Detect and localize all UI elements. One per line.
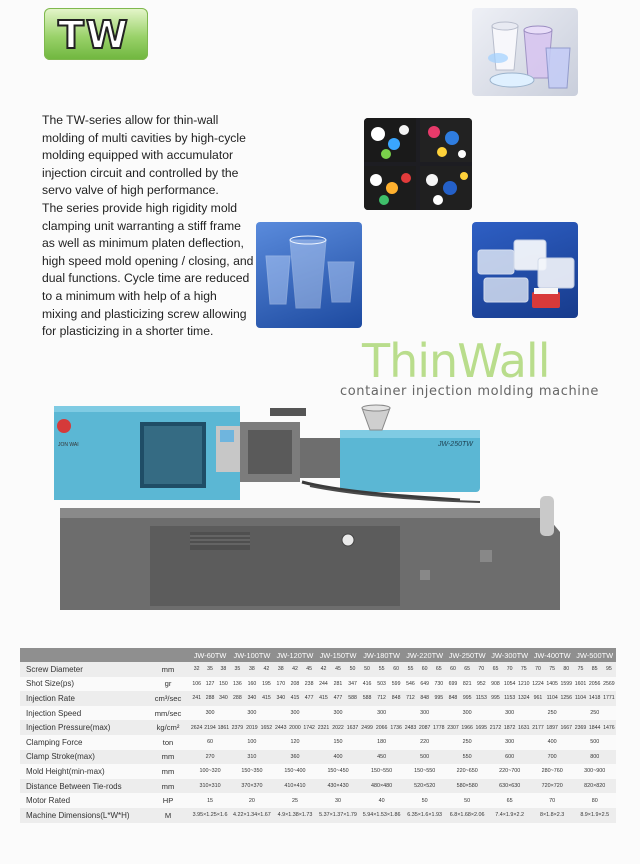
- table-cell: 127: [203, 677, 216, 692]
- table-cell: 848: [418, 691, 432, 706]
- table-cell: 300: [360, 706, 404, 721]
- table-cell: 820×820: [573, 779, 616, 794]
- table-cell: 32: [190, 662, 203, 677]
- table-cell: 2177: [531, 720, 545, 735]
- model-header: JW-400TW: [531, 648, 574, 662]
- table-cell: 65: [460, 662, 474, 677]
- row-unit: HP: [146, 793, 190, 808]
- table-cell: 300: [230, 706, 274, 721]
- row-label: Clamping Force: [20, 735, 146, 750]
- specification-table: [20, 648, 616, 823]
- table-header-row: [20, 648, 616, 662]
- model-header: JW-180TW: [360, 648, 404, 662]
- table-cell: 908: [488, 677, 502, 692]
- table-cell: 45: [302, 662, 316, 677]
- table-cell: 4.9×1.38×1.73: [274, 808, 317, 823]
- table-cell: 5.94×1.53×1.86: [360, 808, 404, 823]
- table-cell: 136: [230, 677, 245, 692]
- table-cell: 280~760: [531, 764, 574, 779]
- table-cell: 480×480: [360, 779, 404, 794]
- table-cell: 1631: [517, 720, 531, 735]
- table-cell: 1405: [545, 677, 559, 692]
- table-cell: 50: [403, 793, 446, 808]
- table-cell: 208: [288, 677, 302, 692]
- machine-illustration: [40, 400, 620, 640]
- table-cell: 1210: [517, 677, 531, 692]
- row-unit: cm³/sec: [146, 691, 190, 706]
- table-cell: 340: [274, 691, 288, 706]
- table-cell: 150~450: [316, 764, 360, 779]
- model-header: JW-60TW: [190, 648, 230, 662]
- table-cell: 1153: [503, 691, 517, 706]
- table-cell: 150: [316, 735, 360, 750]
- row-unit: ton: [146, 735, 190, 750]
- row-unit: mm: [146, 662, 190, 677]
- table-cell: 2499: [360, 720, 375, 735]
- table-row: [20, 720, 616, 735]
- table-cell: 699: [446, 677, 460, 692]
- table-cell: 3.95×1.25×1.6: [190, 808, 230, 823]
- row-unit: M: [146, 808, 190, 823]
- table-cell: 1601: [573, 677, 587, 692]
- table-header-corner: [20, 648, 146, 662]
- table-cell: 8.9×1.9×2.5: [573, 808, 616, 823]
- table-cell: 42: [259, 662, 274, 677]
- table-cell: 300: [403, 706, 446, 721]
- table-cell: 55: [403, 662, 417, 677]
- table-cell: 281: [331, 677, 346, 692]
- table-cell: 60: [418, 662, 432, 677]
- table-cell: 2307: [446, 720, 460, 735]
- table-cell: 1778: [432, 720, 446, 735]
- model-header: JW-100TW: [230, 648, 274, 662]
- table-cell: 220~650: [446, 764, 489, 779]
- series-badge-text: TW: [58, 13, 130, 57]
- machine-brand: JON WAI: [58, 442, 79, 448]
- table-cell: 477: [302, 691, 316, 706]
- table-cell: 588: [360, 691, 375, 706]
- product-title: ThinWall: [362, 334, 550, 388]
- table-cell: 50: [345, 662, 360, 677]
- table-cell: 400: [531, 735, 574, 750]
- table-cell: 600: [488, 750, 531, 765]
- table-cell: 288: [230, 691, 245, 706]
- row-label: Distance Between Tie-rods: [20, 779, 146, 794]
- table-cell: 6.8×1.68×2.06: [446, 808, 489, 823]
- table-cell: 1652: [259, 720, 274, 735]
- table-cell: 503: [374, 677, 389, 692]
- table-cell: 244: [316, 677, 331, 692]
- table-cell: 25: [274, 793, 317, 808]
- table-cell: 1861: [217, 720, 230, 735]
- table-cell: 38: [217, 662, 230, 677]
- caps-photo: [364, 118, 472, 210]
- table-cell: 1966: [460, 720, 474, 735]
- table-cell: 300: [316, 706, 360, 721]
- row-label: Shot Size(ps): [20, 677, 146, 692]
- table-cell: 477: [331, 691, 346, 706]
- table-cell: 300: [488, 706, 531, 721]
- machine-model-label: JW-250TW: [438, 441, 473, 448]
- table-cell: 160: [245, 677, 260, 692]
- table-cell: 2000: [288, 720, 302, 735]
- table-cell: 70: [503, 662, 517, 677]
- table-cell: 15: [190, 793, 230, 808]
- table-cell: 95: [602, 662, 616, 677]
- table-cell: 35: [203, 662, 216, 677]
- row-unit: mm/sec: [146, 706, 190, 721]
- table-cell: 580×580: [446, 779, 489, 794]
- table-cell: 720×720: [531, 779, 574, 794]
- table-cell: 220: [403, 735, 446, 750]
- table-cell: 1599: [559, 677, 573, 692]
- table-cell: 150~550: [360, 764, 404, 779]
- table-cell: 150: [217, 677, 230, 692]
- table-cell: 300: [446, 706, 489, 721]
- table-row: [20, 750, 616, 765]
- table-cell: 2369: [573, 720, 587, 735]
- table-cell: 1695: [474, 720, 488, 735]
- table-cell: 995: [460, 691, 474, 706]
- table-cell: 1256: [559, 691, 573, 706]
- cups-photo: [472, 8, 578, 96]
- table-cell: 238: [302, 677, 316, 692]
- table-cell: 85: [588, 662, 602, 677]
- table-cell: 500: [573, 735, 616, 750]
- table-cell: 300~900: [573, 764, 616, 779]
- table-cell: 700: [531, 750, 574, 765]
- table-cell: 800: [573, 750, 616, 765]
- table-cell: 2066: [374, 720, 389, 735]
- table-cell: 1224: [531, 677, 545, 692]
- table-cell: 415: [259, 691, 274, 706]
- table-cell: 8×1.8×2.3: [531, 808, 574, 823]
- table-cell: 2172: [488, 720, 502, 735]
- row-label: Injection Rate: [20, 691, 146, 706]
- table-cell: 50: [360, 662, 375, 677]
- table-cell: 70: [531, 793, 574, 808]
- table-row: [20, 677, 616, 692]
- row-label: Motor Rated: [20, 793, 146, 808]
- table-cell: 952: [474, 677, 488, 692]
- table-cell: 2321: [316, 720, 331, 735]
- model-header: JW-500TW: [573, 648, 616, 662]
- table-cell: 65: [488, 793, 531, 808]
- table-cell: 60: [389, 662, 404, 677]
- clear-cups-photo: [256, 222, 362, 328]
- table-cell: 4.22×1.34×1.67: [230, 808, 274, 823]
- table-cell: 100: [230, 735, 274, 750]
- table-cell: 42: [316, 662, 331, 677]
- table-row: [20, 764, 616, 779]
- table-header-unit: [146, 648, 190, 662]
- table-cell: 2056: [588, 677, 602, 692]
- table-cell: 340: [245, 691, 260, 706]
- table-cell: 250: [446, 735, 489, 750]
- table-row: [20, 706, 616, 721]
- row-label: Machine Dimensions(L*W*H): [20, 808, 146, 823]
- table-cell: 150~400: [274, 764, 317, 779]
- table-cell: 712: [374, 691, 389, 706]
- table-cell: 1153: [474, 691, 488, 706]
- table-cell: 45: [331, 662, 346, 677]
- table-cell: 712: [403, 691, 417, 706]
- table-row: [20, 779, 616, 794]
- table-cell: 7.4×1.9×2.2: [488, 808, 531, 823]
- table-cell: 38: [274, 662, 288, 677]
- table-cell: 450: [360, 750, 404, 765]
- table-cell: 60: [190, 735, 230, 750]
- table-cell: 75: [517, 662, 531, 677]
- table-cell: 1418: [588, 691, 602, 706]
- table-row: [20, 691, 616, 706]
- table-cell: 80: [573, 793, 616, 808]
- row-label: Mold Height(min-max): [20, 764, 146, 779]
- table-cell: 588: [345, 691, 360, 706]
- table-cell: 730: [432, 677, 446, 692]
- table-row: [20, 808, 616, 823]
- table-cell: 50: [446, 793, 489, 808]
- table-cell: 2019: [245, 720, 260, 735]
- model-header: JW-220TW: [403, 648, 446, 662]
- table-cell: 995: [432, 691, 446, 706]
- table-cell: 42: [288, 662, 302, 677]
- table-cell: 150~350: [230, 764, 274, 779]
- table-cell: 6.35×1.6×1.93: [403, 808, 446, 823]
- table-cell: 649: [418, 677, 432, 692]
- table-cell: 370×370: [230, 779, 274, 794]
- table-cell: 416: [360, 677, 375, 692]
- intro-paragraph-1: The TW-series allow for thin-wall molding of multi cavities by high-cycle molding equipped with accumulator injection circuit and controlled by the servo valve of high performance.: [42, 113, 246, 198]
- table-cell: 550: [446, 750, 489, 765]
- table-cell: 415: [316, 691, 331, 706]
- table-cell: 430×430: [316, 779, 360, 794]
- table-cell: 821: [460, 677, 474, 692]
- table-row: [20, 735, 616, 750]
- table-cell: 310: [230, 750, 274, 765]
- table-cell: 288: [203, 691, 216, 706]
- product-subtitle: container injection molding machine: [340, 384, 599, 399]
- table-cell: 220~700: [488, 764, 531, 779]
- table-cell: 270: [190, 750, 230, 765]
- row-label: Injection Pressure(max): [20, 720, 146, 735]
- series-badge: [44, 8, 148, 60]
- table-cell: 347: [345, 677, 360, 692]
- table-cell: 630×630: [488, 779, 531, 794]
- table-cell: 848: [446, 691, 460, 706]
- table-cell: 2087: [418, 720, 432, 735]
- table-cell: 2194: [203, 720, 216, 735]
- table-cell: 1872: [503, 720, 517, 735]
- table-cell: 65: [432, 662, 446, 677]
- table-row: [20, 793, 616, 808]
- table-cell: 400: [316, 750, 360, 765]
- table-cell: 1324: [517, 691, 531, 706]
- table-cell: 300: [488, 735, 531, 750]
- table-cell: 60: [446, 662, 460, 677]
- table-cell: 30: [316, 793, 360, 808]
- table-cell: 2483: [403, 720, 417, 735]
- table-cell: 546: [403, 677, 417, 692]
- table-cell: 1104: [545, 691, 559, 706]
- table-cell: 1736: [389, 720, 404, 735]
- table-cell: 55: [374, 662, 389, 677]
- table-cell: 35: [230, 662, 245, 677]
- row-label: Clamp Stroke(max): [20, 750, 146, 765]
- table-cell: 599: [389, 677, 404, 692]
- row-label: Screw Diameter: [20, 662, 146, 677]
- model-header: JW-300TW: [488, 648, 531, 662]
- table-cell: 250: [573, 706, 616, 721]
- table-cell: 1104: [573, 691, 587, 706]
- table-cell: 241: [190, 691, 203, 706]
- table-cell: 100~320: [190, 764, 230, 779]
- table-cell: 1771: [602, 691, 616, 706]
- table-cell: 995: [488, 691, 502, 706]
- table-cell: 1742: [302, 720, 316, 735]
- intro-text: [42, 112, 254, 341]
- row-unit: gr: [146, 677, 190, 692]
- table-cell: 1844: [588, 720, 602, 735]
- table-cell: 40: [360, 793, 404, 808]
- table-cell: 2624: [190, 720, 203, 735]
- table-cell: 106: [190, 677, 203, 692]
- table-cell: 20: [230, 793, 274, 808]
- table-cell: 250: [531, 706, 574, 721]
- row-unit: mm: [146, 764, 190, 779]
- table-cell: 65: [488, 662, 502, 677]
- table-cell: 500: [403, 750, 446, 765]
- table-cell: 70: [474, 662, 488, 677]
- table-cell: 150~550: [403, 764, 446, 779]
- row-unit: mm: [146, 779, 190, 794]
- table-cell: 2379: [230, 720, 245, 735]
- intro-paragraph-2: The series provide high rigidity mold clamping unit warranting a stiff frame as well as minimum platen deflection, high speed mold opening / closing, and dual functions. Cycle time are reduced to a minimum with help of a high mixing and plasticizing screw allowing for plasticizing in a shorter time.: [42, 200, 254, 339]
- table-cell: 415: [288, 691, 302, 706]
- row-unit: mm: [146, 750, 190, 765]
- table-cell: 300: [190, 706, 230, 721]
- table-cell: 961: [531, 691, 545, 706]
- table-cell: 360: [274, 750, 317, 765]
- row-label: Injection Speed: [20, 706, 146, 721]
- table-cell: 1476: [602, 720, 616, 735]
- table-cell: 520×520: [403, 779, 446, 794]
- food-containers-photo: [472, 222, 578, 318]
- table-cell: 848: [389, 691, 404, 706]
- table-cell: 1637: [345, 720, 360, 735]
- table-cell: 170: [274, 677, 288, 692]
- table-cell: 340: [217, 691, 230, 706]
- table-cell: 75: [573, 662, 587, 677]
- table-cell: 310×310: [190, 779, 230, 794]
- table-cell: 2443: [274, 720, 288, 735]
- table-cell: 80: [559, 662, 573, 677]
- table-cell: 1667: [559, 720, 573, 735]
- table-cell: 2569: [602, 677, 616, 692]
- model-header: JW-150TW: [316, 648, 360, 662]
- table-cell: 1054: [503, 677, 517, 692]
- table-row: [20, 662, 616, 677]
- table-cell: 75: [545, 662, 559, 677]
- table-cell: 38: [245, 662, 260, 677]
- table-cell: 300: [274, 706, 317, 721]
- model-header: JW-250TW: [446, 648, 489, 662]
- specification-rows: [20, 662, 616, 823]
- table-cell: 1897: [545, 720, 559, 735]
- table-cell: 195: [259, 677, 274, 692]
- table-cell: 2022: [331, 720, 346, 735]
- table-cell: 410×410: [274, 779, 317, 794]
- table-cell: 120: [274, 735, 317, 750]
- row-unit: kg/cm²: [146, 720, 190, 735]
- table-cell: 70: [531, 662, 545, 677]
- table-cell: 180: [360, 735, 404, 750]
- model-header: JW-120TW: [274, 648, 317, 662]
- table-cell: 5.37×1.37×1.79: [316, 808, 360, 823]
